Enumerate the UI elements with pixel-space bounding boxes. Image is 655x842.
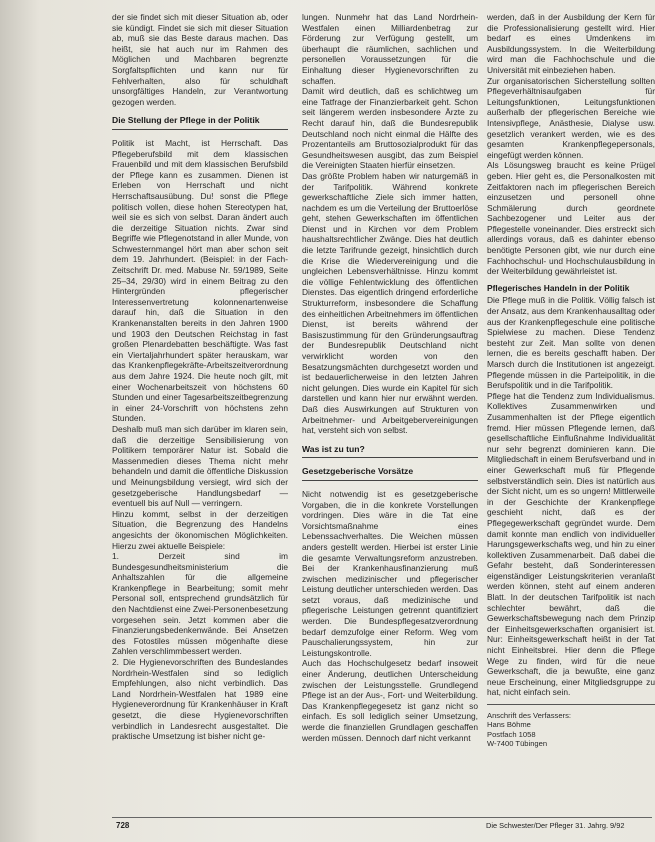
text-column-3 bbox=[487, 12, 655, 749]
paragraph: Auch das Hochschulgesetz bedarf insoweit einer Änderung, deutlichen Unterscheidung zwischen der Leistungsstelle. Grundlegend Pflege ist an der Aus-, Fort- und Weiterbildung. Das Krankenpflegegesetz ist ganz nicht so einfach. Es soll lediglich seiner Umsetzung, werde die finanziellen Grundlagen geschaffen werden müssen. Dennoch darf nicht verkannt bbox=[302, 658, 478, 743]
text-column-1 bbox=[112, 12, 288, 742]
paragraph: Pflege hat die Tendenz zum Individualismus. Kollektives Zusammenwirken und Zusammenhalten ist der Pflege eigentlich fremd. Hier müssen Pflegende lernen, daß gesellschaftliche Einflußnahme Individualität nur sehr begrenzt dominieren kann. Die Mitgliedschaft in einem Berufsverband und in einer Gewerkschaft muß für Pflegende selbstverständlich sein. Dies ist natürlich aus der Sicht nicht, um es so ungern! Mittlerweile in der Geschichte der Krankenpflege geschieht nicht, daß es der Pflegegewerkschaft gegründet wurde. Dem damit konnte man endlich von individueller Harungsgewerkschafts weg, und hin zu einer kollektiven Zusammenarbeit. Daß dabei die Gefahr besteht, daß Sonderinteressen eigenständiger Leistungskriterien veranlaßt werden können, steht auf einem anderen Blatt. In der deutschen Tarifpolitik ist nach schlechter bewährt, daß die Gewerkschaftsbewegung nach dem Prinzip der Einheitsgewerkschaften organisiert ist. Nur: Einheitsgewerkschaft heißt in der Tat nicht Einheitsbrei. Hier denn die Pflege Wege zu finden, wird für die neue Gewerkschaft, die ja bewußte, eine ganz neue Erscheinung, einer Mitgliedsgruppe zu hat, nicht einfach sein. bbox=[487, 390, 655, 698]
paragraph: werden, daß in der Ausbildung der Kern für die Professionalisierung gestellt wird. Hier bedarf es eines Umdenkens im Ausbildungssystem. In die Weiterbildung wird man die Fachhochschule und die Universität mit einbeziehen haben. bbox=[487, 12, 655, 75]
paragraph: Die Pflege muß in die Politik. Völlig falsch ist der Ansatz, aus dem Krankenhausalltag oder aus der Krankenpflegeschule eine politische Spielwiese zu machen. Diese Tendenz besteht zur Zeit. Man sollte von denen lernen, die es bereits geschafft haben. Der Marsch durch die Institutionen ist angezeigt. Pflegende müssen in die Parteipolitik, in die Berufspolitik und in die Tarifpolitik. bbox=[487, 295, 655, 391]
divider bbox=[487, 704, 655, 705]
address-street: Postfach 1058 bbox=[487, 729, 536, 739]
paragraph: lungen. Nunmehr hat das Land Nordrhein-Westfalen einen Milliardenbetrag zur Förderung zur Verfügung gestellt, um überhaupt die räumlichen, sachlichen und personellen Voraussetzungen für die Einhaltung dieser Hygienevorschriften zu schaffen. bbox=[302, 12, 478, 86]
paragraph: 2. Die Hygienevorschriften des Bundeslandes Nordrhein-Westfalen sind so lediglich Empfehlungen, also nicht verbindlich. Das Land Nordrhein-Westfalen hat 1989 eine Hygieneverordnung für Krankenhäuser in Kraft gesetzt, die diese Hygienevorschriften verbindlich in Landesrecht ausgestaltet. Die praktische Umsetzung ist bisher nicht ge- bbox=[112, 657, 288, 742]
section-heading: Was ist zu tun? bbox=[302, 444, 478, 459]
paragraph: Zur organisatorischen Sicherstellung sollten Pflegeverhältnisaufgaben für Leitungsfunktionen, Leitungsfunktionen außerhalb der pflegerischen Bereiche wie Intensivpflege, Anästhesie, Dialyse usw. gesetzlich verankert werden, wie es des gesamten Krankenpflegepersonals, eingefügt werden können. bbox=[487, 75, 655, 160]
paragraph: 1. Derzeit sind im Bundesgesundheitsministerium die Anhaltszahlen für die allgemeine Krankenpflege in Bearbeitung; somit mehr Personal soll, entsprechend grundsätzlich für den Nachtdienst eine Zwei-Personenbesetzung vorgesehen sein. Jetzt kommen aber die Finanzierungsbedenkenwände. Bei Ansetzen des Fotostiles müssen mögenhafte diese Zahlen verschlimmbessert werden. bbox=[112, 551, 288, 657]
text-column-2 bbox=[302, 12, 478, 743]
paragraph: Nicht notwendig ist es gesetzgeberische Vorgaben, die in die konkrete Vorstellungen vordringen. Dies wäre in die Tat eine Vorsichtsmaßnahme eines Lebenssachverhaltes. Die Weichen müssen anders gestellt werden. Hierbei ist erster Linie die gesamte Verwaltungsreform anzustreben. Bei der Krankenhausfinanzierung muß zwischen medizinischer und pflegerischer Leistung deutlicher unterschieden werden. Das setzt voraus, daß medizinische und pflegerische Leistungen getrennt quantifiziert werden. Die Bundespflegesatzverordnung bedarf demzufolge einer Reform. Weg vom Pauschalierungssystem, hin zur Leistungskontrolle. bbox=[302, 488, 478, 658]
paragraph: Das größte Problem haben wir naturgemäß in der Tarifpolitik. Während konkrete gewerkschaftliche Ziele sich immer hatten, nachdem es um die Verteilung der Bruttoerlöse geht, stehen Gewerkschaften im öffentlichen Dienst und in Kirchen vor dem Problem haushaltsrechtlicher Zwänge. Dies hat deutlich die letzte Tarifrunde gezeigt, hinsichtlich durch die Krise die Wiedervereinigung und die ungleichen Lebensverhältnisse. Hinzu kommt die völlige Fehlentwicklung des öffentlichen Dienstes. Das eigentlich dringend erforderliche Strukturreform, insbesondere die Schaffung des einheitlichen Arbeitnehmers im öffentlichen Dienst, ist bereits während der Basiszustimmung für den Gründerungsauftrag der Bundesrepublik Deutschland nicht verwirklicht worden von den Besatzungsmächten durchgesetzt worden und ist bedauerlicherweise in den letzten Jahren nicht gelungen. Dies wurde ein Kapitel für sich darstellen und kann hier nur erwähnt werden. Daß dies Auswirkungen auf Strukturen von Arbeitnehmer- und Arbeitgebervereinigungen hat, versteht sich von selbst. bbox=[302, 170, 478, 436]
paragraph: Deshalb muß man sich darüber im klaren sein, daß die derzeitige Sensibilisierung von Politikern temporärer Natur ist. Sobald die Massenmedien dieses Thema nicht mehr behandeln und damit die öffentliche Diskussion und Meinungsbildung versiegt, wird sich der gesetzgeberische Handlungsbedarf — eventuell bis auf Null — verringern. bbox=[112, 423, 288, 509]
address-name: Hans Böhme bbox=[487, 720, 531, 730]
page-number: 728 bbox=[116, 821, 130, 830]
footer-rule bbox=[112, 817, 652, 818]
paragraph: der sie findet sich mit dieser Situation ab, oder sie kündigt. Findet sie sich mit dieser Situation ab, muß sie das Beste daraus machen. Das heißt, sie hat auch nur im Rahmen des Möglichen und Machbaren begrenzte Sorgfaltspflichten und kann nur für Fehlverhalten, also für schuldhaft unsorgfältiges Handeln, zur Verantwortung gezogen werden. bbox=[112, 12, 288, 107]
paragraph: Hinzu kommt, selbst in der derzeitigen Situation, die Begrenzung des Handelns angesichts der ökonomischen Möglichkeiten. Hierzu zwei aktuelle Beispiele: bbox=[112, 508, 288, 551]
paragraph: Als Lösungsweg braucht es keine Prügel geben. Hier geht es, die Personalkosten mit Zeitfaktoren nach im pflegerischen Bereich einzusetzen und personell ohne Schmälerung durch geordnete Sachbezogener und Leiter aus der Pflegestelle voneinander. Dies erstreckt sich allerdings voraus, daß es dahinter ebenso benötigte Personen gibt, wie nur durch eine Fachhochschul- und Hochschulausbildung in der Weiterbildung gewährleistet ist. bbox=[487, 160, 655, 277]
section-heading: Die Stellung der Pflege in der Politik bbox=[112, 115, 288, 130]
address-city: W-7400 Tübingen bbox=[487, 739, 548, 749]
paragraph: Politik ist Macht, ist Herrschaft. Das Pflegeberufsbild mit dem klassischen Frauenbild und mit dem klassischen Berufsbild der Pflege kann es zusammen. Dienen ist Erleben von Herrschaft und nicht Herrschaftsausübung. Du! sonst die Pflege politisch vollen, diese hohen Stereotypen hat, weil sie es sich von selbst. Daran ändert auch die derzeitige Situation nichts. Zwar sind Begriffe wie Pflegenotstand in aller Munde, von Schwesternmangel hört man aber schon seit dem 19. Jahrhundert. (Beispiel: in der Fach-Zeitschrift Dr. med. Mabuse Nr. 59/1989, Seite 25–34, 29/30) wird in einem Beitrag zu den Hintergründen pflegerischer Interessenvertretung kolonnenartenweise darauf hin, daß die Situation in den Krankenanstalten bereits in den Jahren 1900 und 1903 den Deutschen Reichstag in fast großen Plenardebatten beschäftigte. Was fast ein Viertaljahrhundert später herauskam, war das Krankenpflegekräfte-Arbeitszeitverordnung aus dem Jahre 1924. Die heute noch gilt, mit einer Wochenarbeitszeit von höchstens 60 Stunden und einer Tagesarbeitszeitbegrenzung in einer 24-Vorschrift von höchstens zehn Stunden. bbox=[112, 137, 288, 424]
journal-citation: Die Schwester/Der Pfleger 31. Jahrg. 9/92 bbox=[486, 821, 625, 830]
author-address bbox=[487, 711, 655, 749]
address-title: Anschrift des Verfassers: bbox=[487, 711, 571, 720]
subsection-heading: Gesetzgeberische Vorsätze bbox=[302, 466, 478, 481]
paragraph: Damit wird deutlich, daß es schlichtweg um eine Tatfrage der Finanzierbarkeit geht. Schon seit längerem werden insbesondere Ärzte zu Recht darauf hin, daß die Bundesrepublik Deutschland noch nicht einmal die Hälfte des Prozentanteils am Bruttosozialprodukt für das Gesundheitswesen ausgibt, das zum Beispiel die Vereinigten Staaten hierfür einsetzen. bbox=[302, 86, 478, 171]
section-heading: Pflegerisches Handeln in der Politik bbox=[487, 282, 630, 293]
